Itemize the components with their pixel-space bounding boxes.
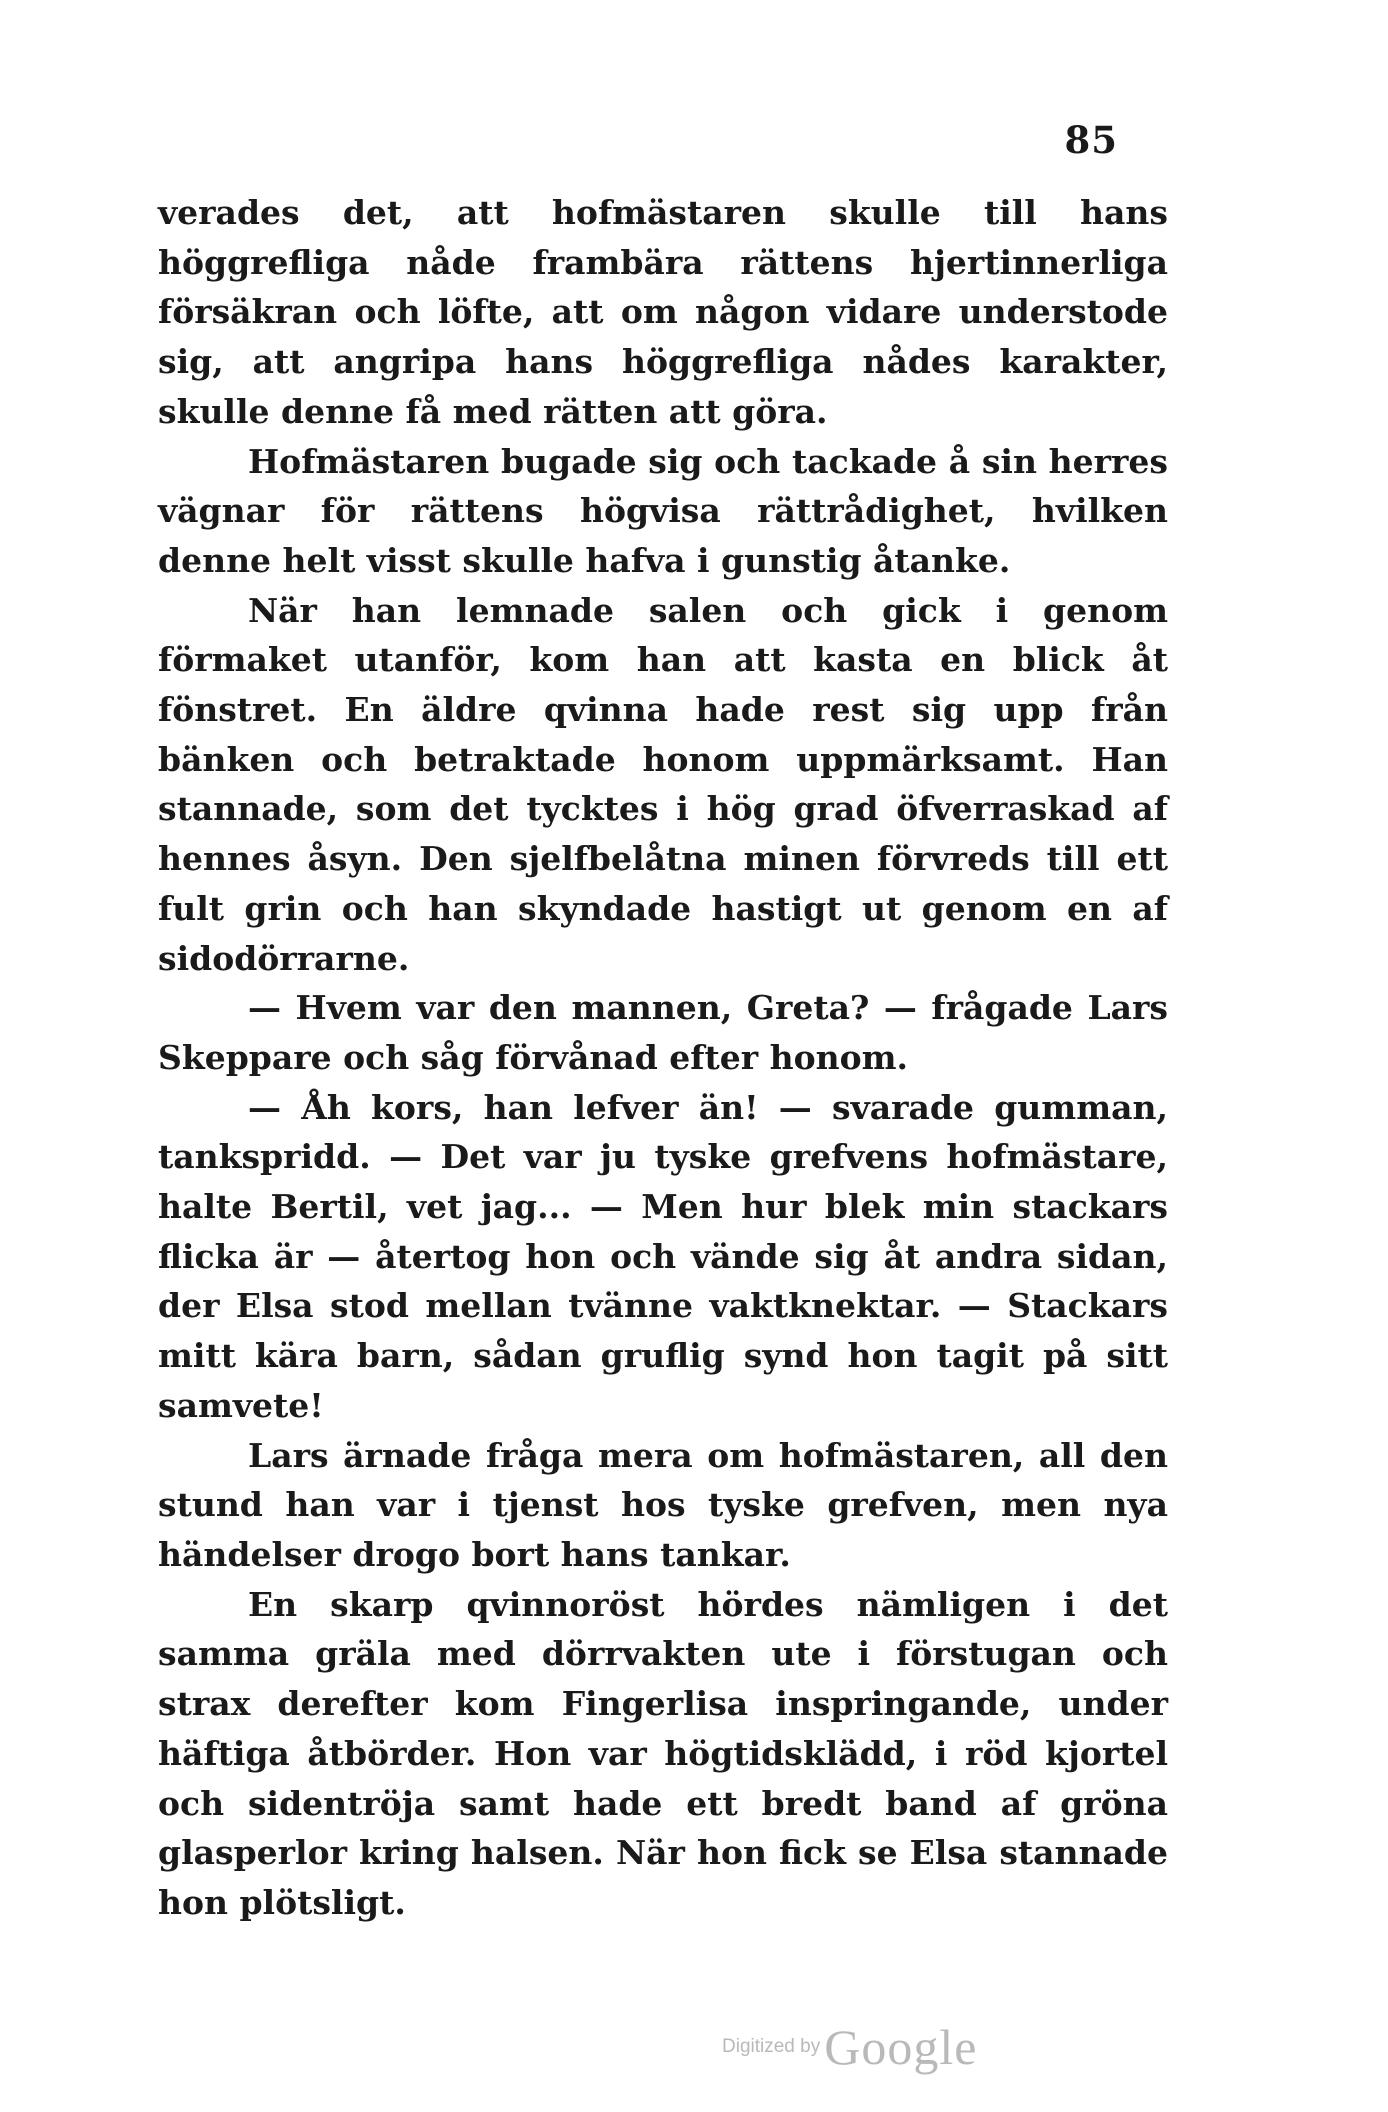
page-number: 85 [1064, 118, 1118, 162]
paragraph: En skarp qvinnoröst hördes nämligen i det samma gräla med dörrvakten ute i förstugan och strax derefter kom Fingerlisa inspringande, under häftiga åtbörder. Hon var högtidsklädd, i röd kjortel och sidentröja samt hade ett bredt band af gröna glasperlor kring halsen. När hon fick se Elsa stannade hon plötsligt. [158, 1584, 1168, 1922]
paragraph: verades det, att hofmästaren skulle till hans höggrefliga nåde frambära rättens hjertinnerliga försäkran och löfte, att om någon vidare understode sig, att angripa hans höggrefliga nådes karakter, skulle denne få med rätten att göra. [158, 193, 1168, 431]
watermark-brand: Google [824, 2019, 978, 2075]
paragraph: Hofmästaren bugade sig och tackade å sin herres vägnar för rättens högvisa rättrådighet, hvilken denne helt visst skulle hafva i gunstig åtanke. [158, 441, 1168, 580]
digitized-watermark [722, 2018, 977, 2076]
body-text [158, 188, 1168, 1928]
watermark-prefix: Digitized by [722, 2036, 821, 2057]
paragraph: — Hvem var den mannen, Greta? — frågade Lars Skeppare och såg förvånad efter honom. [158, 988, 1168, 1077]
paragraph: Lars ärnade fråga mera om hofmästaren, all den stund han var i tjenst hos tyske grefven, men nya händelser drogo bort hans tankar. [158, 1435, 1168, 1574]
paragraph: När han lemnade salen och gick i genom förmaket utanför, kom han att kasta en blick åt fönstret. En äldre qvinna hade rest sig upp från bänken och betraktade honom uppmärksamt. Han stannade, som det tycktes i hög grad öfverraskad af hennes åsyn. Den sjelfbelåtna minen förvreds till ett fult grin och han skyndade hastigt ut genom en af sidodörrarne. [158, 590, 1168, 978]
paragraph: — Åh kors, han lefver än! — svarade gumman, tankspridd. — Det var ju tyske grefvens hofmästare, halte Bertil, vet jag... — Men hur blek min stackars flicka är — återtog hon och vände sig åt andra sidan, der Elsa stod mellan tvänne vaktknektar. — Stackars mitt kära barn, sådan gruflig synd hon tagit på sitt samvete! [158, 1087, 1168, 1425]
